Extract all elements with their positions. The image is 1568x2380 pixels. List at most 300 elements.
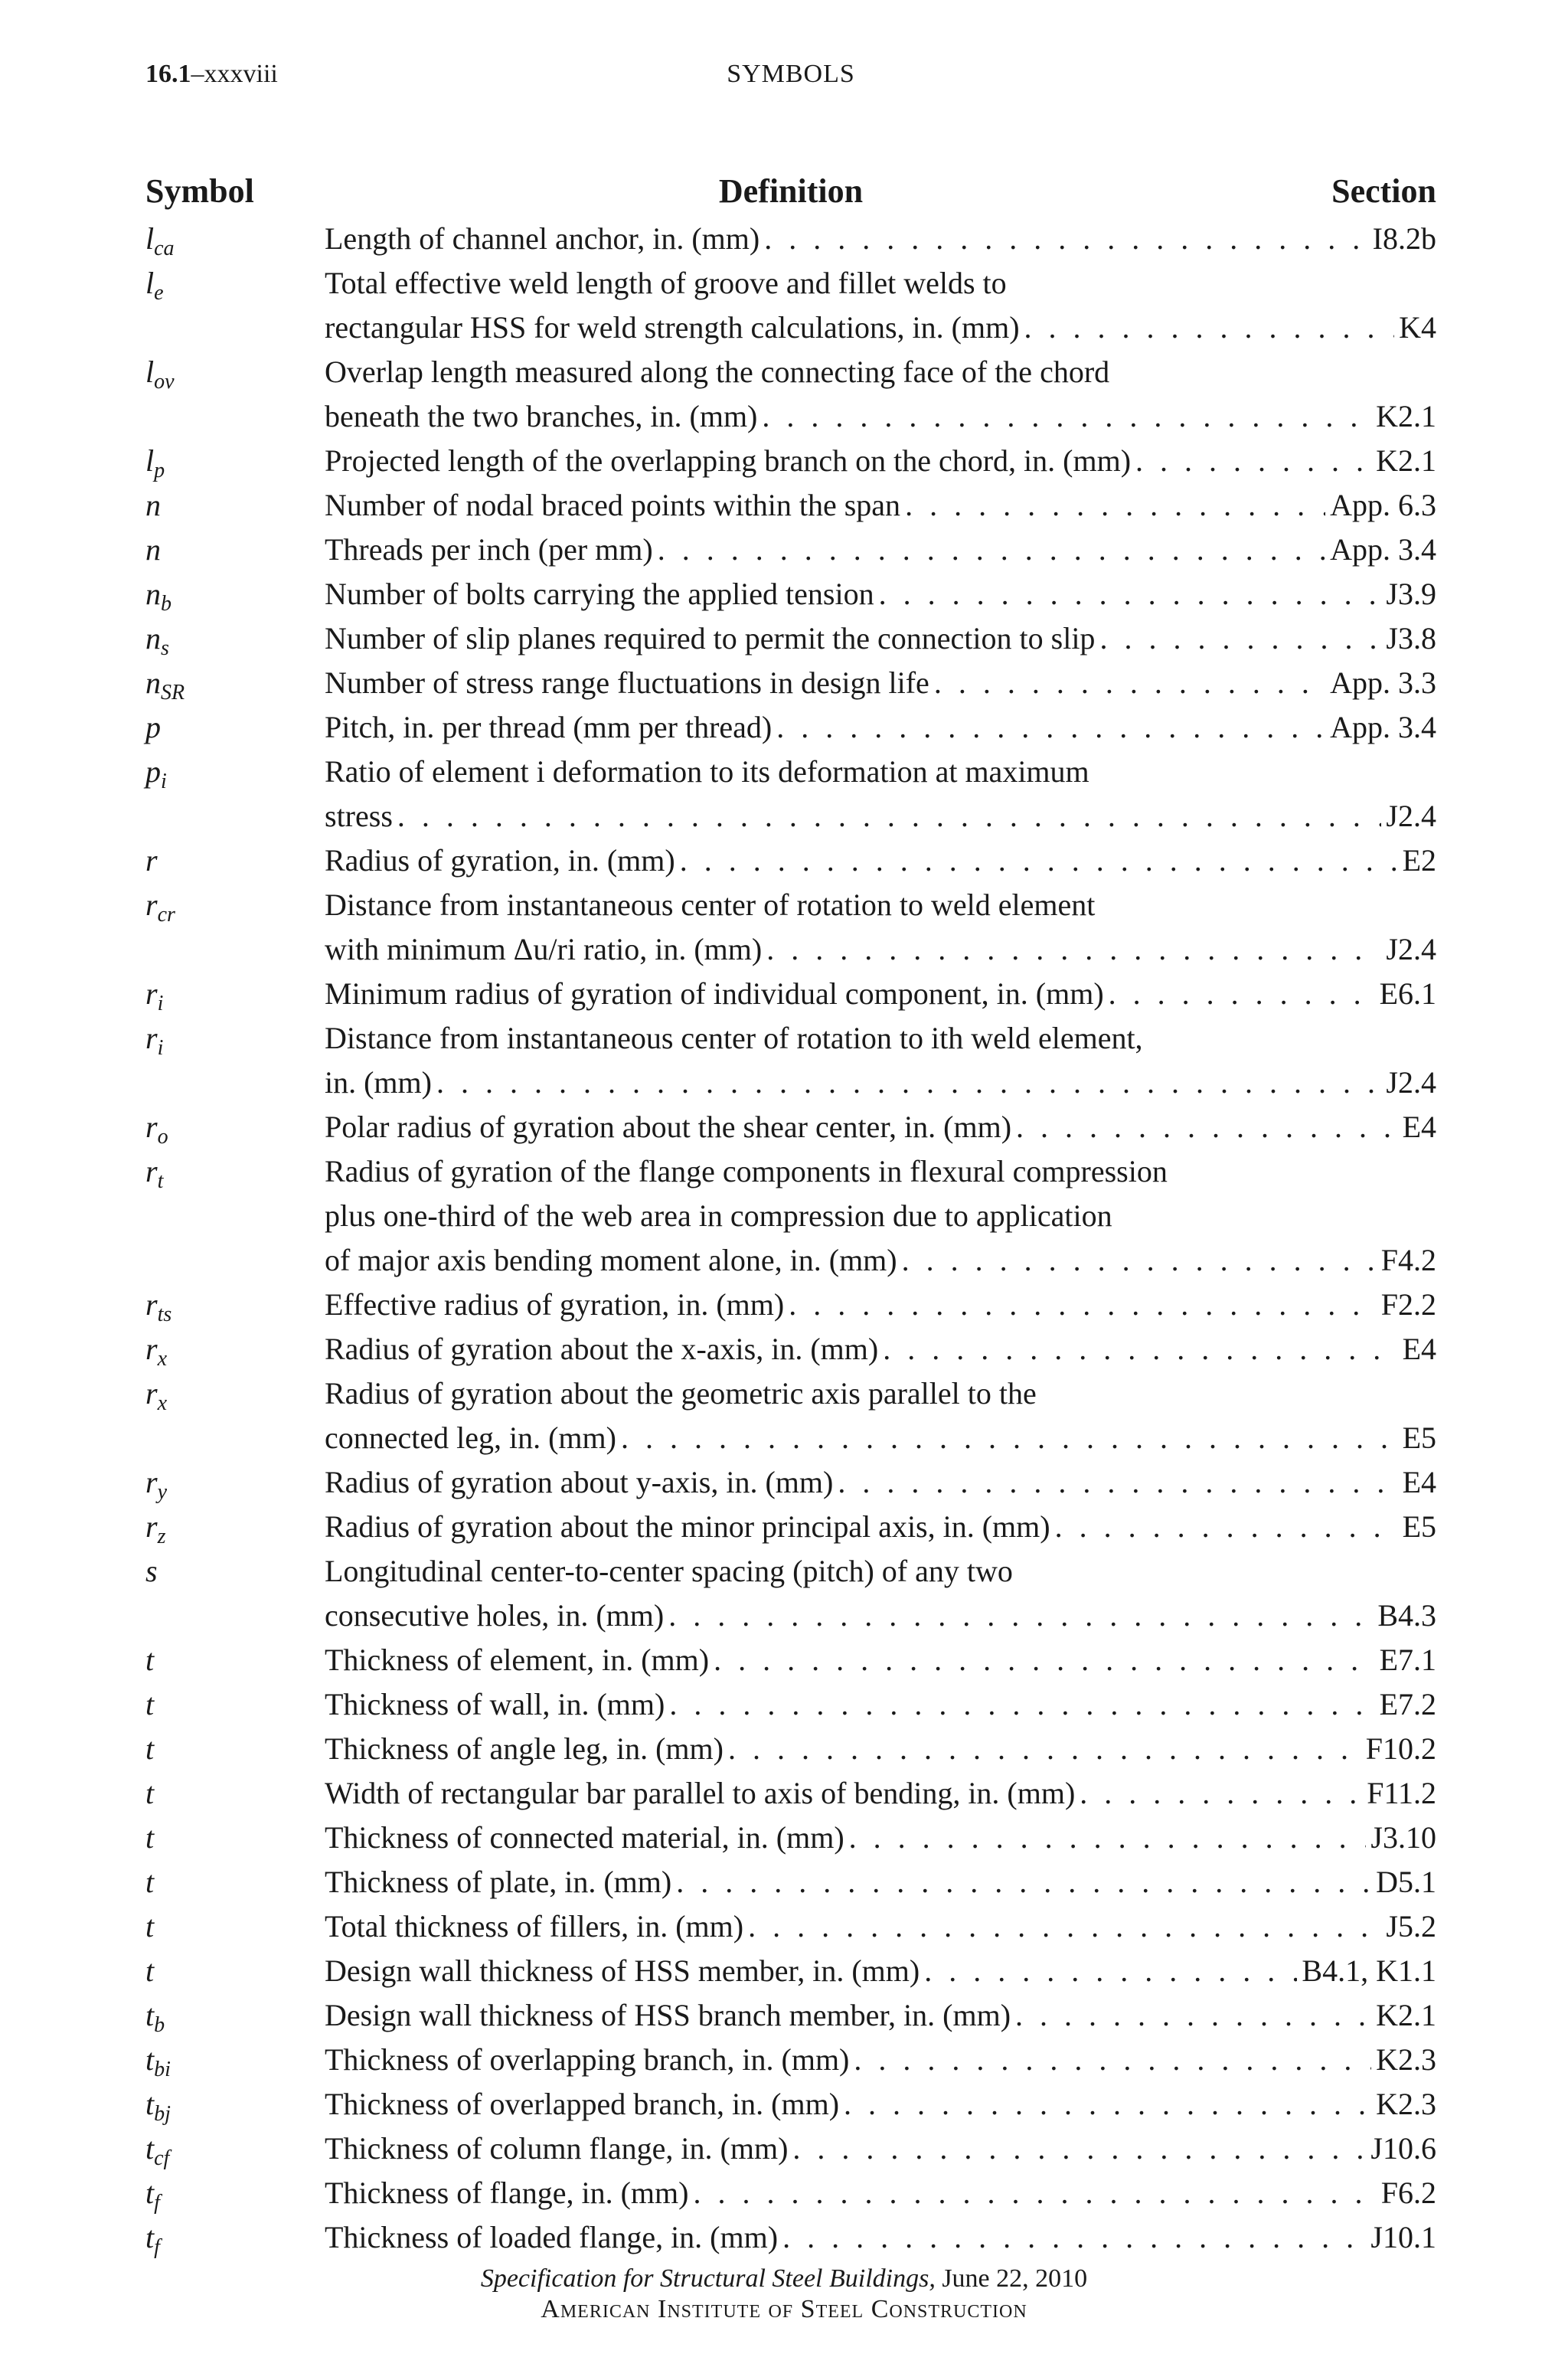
symbol: [145, 439, 165, 483]
definition-line: Number of slip planes required to permit the connection to slip: [325, 621, 1096, 655]
table-row: [145, 1860, 1436, 1904]
definition: [325, 261, 1436, 350]
table-row: [145, 750, 1436, 839]
symbol: [145, 261, 164, 306]
definition-last-line: [325, 394, 1436, 439]
dot-leader: [902, 1238, 1377, 1283]
definition-last-line: [325, 439, 1436, 483]
table-row: [145, 616, 1436, 661]
section-reference: F10.2: [1365, 1731, 1436, 1766]
definition-line: Thickness of overlapped branch, in. (mm): [325, 2087, 840, 2121]
section-reference: E4: [1402, 1465, 1436, 1499]
symbol: [145, 572, 172, 616]
definition-last-line: [325, 705, 1436, 750]
dot-leader: [676, 1860, 1371, 1904]
definition: [325, 2082, 1436, 2127]
definition-line: connected leg, in. (mm): [325, 1420, 616, 1455]
table-row: [145, 661, 1436, 705]
definition-line: Distance from instantaneous center of rotation to weld element: [325, 888, 1096, 922]
table-row: [145, 1105, 1436, 1149]
definition-last-line: [325, 1949, 1436, 1993]
definition-line: Radius of gyration, in. (mm): [325, 843, 675, 878]
symbol-base: p: [145, 710, 161, 744]
dot-leader: [762, 394, 1371, 439]
definition-line: Radius of gyration about the geometric axis parallel to the: [325, 1376, 1037, 1411]
symbol-base: t: [145, 1643, 155, 1677]
symbol-subscript: f: [154, 2191, 160, 2215]
definition-last-line: [325, 1416, 1436, 1460]
dot-leader: [883, 1327, 1397, 1371]
section-reference: J10.6: [1370, 2131, 1436, 2166]
symbol-subscript: b: [161, 592, 172, 616]
symbol-base: l: [145, 221, 155, 256]
symbol-base: t: [145, 1998, 155, 2032]
definition-line: consecutive holes, in. (mm): [325, 1598, 665, 1633]
definition-last-line: [325, 572, 1436, 616]
definition: [325, 1016, 1436, 1105]
definition-last-line: [325, 306, 1436, 350]
definition-last-line: [325, 1238, 1436, 1283]
section-reference: K2.1: [1376, 1998, 1436, 2032]
footer-publication: Specification for Structural Steel Buildings,: [480, 2264, 936, 2293]
table-row: [145, 572, 1436, 616]
symbol: [145, 1549, 158, 1594]
definition: [325, 1816, 1436, 1860]
definition: [325, 750, 1436, 839]
definition: [325, 2171, 1436, 2215]
section-column-header: Section: [1331, 172, 1436, 210]
symbol-base: n: [145, 665, 161, 700]
definition-line: Number of nodal braced points within the span: [325, 488, 901, 522]
section-reference: E2: [1402, 843, 1436, 878]
definition-last-line: [325, 1993, 1436, 2038]
definition: [325, 661, 1436, 705]
symbol-base: t: [145, 2087, 155, 2121]
symbol-base: t: [145, 1865, 155, 1899]
section-reference: J3.10: [1370, 1820, 1436, 1855]
definition-last-line: [325, 1638, 1436, 1682]
definition-line: Thickness of element, in. (mm): [325, 1643, 710, 1677]
definition: [325, 1505, 1436, 1549]
definition-line: Total thickness of fillers, in. (mm): [325, 1909, 744, 1944]
definition-line: Overlap length measured along the connecting face of the chord: [325, 355, 1110, 389]
definition-last-line: [325, 1904, 1436, 1949]
definition: [325, 439, 1436, 483]
definition-last-line: [325, 1105, 1436, 1149]
table-row: [145, 705, 1436, 750]
symbol: [145, 661, 185, 705]
table-row: [145, 1727, 1436, 1771]
symbol-column-header: Symbol: [145, 172, 254, 210]
definition-last-line: [325, 1860, 1436, 1904]
definition: [325, 350, 1436, 439]
symbol: [145, 1105, 168, 1149]
section-reference: E5: [1402, 1509, 1436, 1544]
section-reference: E5: [1402, 1420, 1436, 1455]
symbol-base: t: [145, 2220, 155, 2254]
page-header: [145, 60, 1436, 93]
section-reference: J2.4: [1386, 1065, 1436, 1100]
definition-last-line: [325, 1816, 1436, 1860]
table-row: [145, 217, 1436, 261]
symbol-base: l: [145, 443, 155, 478]
section-reference: K2.3: [1376, 2087, 1436, 2121]
definition-line: Thickness of wall, in. (mm): [325, 1687, 665, 1721]
page-footer: [0, 2264, 1568, 2325]
symbol-subscript: y: [157, 1480, 168, 1504]
definition-last-line: [325, 1327, 1436, 1371]
table-row: [145, 483, 1436, 528]
table-row: [145, 2038, 1436, 2082]
footer-citation: [0, 2264, 1568, 2294]
definition-last-line: [325, 1505, 1436, 1549]
symbol-base: t: [145, 1820, 155, 1855]
definition-line: Thickness of flange, in. (mm): [325, 2176, 689, 2210]
definition-line: Thickness of loaded flange, in. (mm): [325, 2220, 779, 2254]
section-reference: K4: [1399, 310, 1436, 345]
table-row: [145, 2215, 1436, 2260]
symbol-base: r: [145, 1287, 158, 1322]
symbol-base: p: [145, 754, 161, 789]
section-reference: E4: [1402, 1110, 1436, 1144]
definition-column-header: Definition: [718, 172, 864, 210]
symbol-subscript: i: [157, 1036, 164, 1060]
definition-line: Minimum radius of gyration of individual component, in. (mm): [325, 976, 1104, 1011]
page-number-suffix: –xxxviii: [191, 60, 278, 88]
dot-leader: [669, 1682, 1374, 1727]
definition-last-line: [325, 661, 1436, 705]
symbol: [145, 528, 161, 572]
definition-line: Radius of gyration about the minor principal axis, in. (mm): [325, 1509, 1050, 1544]
dot-leader: [792, 2127, 1366, 2171]
column-headers: [145, 172, 1436, 214]
definition: [325, 1727, 1436, 1771]
definition-line: Polar radius of gyration about the shear center, in. (mm): [325, 1110, 1012, 1144]
definition-line: Design wall thickness of HSS member, in. (mm): [325, 1953, 920, 1988]
definition: [325, 1327, 1436, 1371]
section-reference: F4.2: [1380, 1243, 1436, 1277]
symbol: [145, 616, 169, 661]
dot-leader: [714, 1638, 1374, 1682]
section-reference: K2.1: [1376, 443, 1436, 478]
table-row: [145, 1904, 1436, 1949]
definition: [325, 616, 1436, 661]
dot-leader: [838, 1460, 1397, 1505]
dot-leader: [1055, 1505, 1398, 1549]
symbol-base: t: [145, 2042, 155, 2077]
section-reference: App. 3.4: [1330, 710, 1436, 744]
definition-line: of major axis bending moment alone, in. (mm): [325, 1243, 897, 1277]
symbol: [145, 1460, 167, 1505]
dot-leader: [1016, 1105, 1398, 1149]
definition-last-line: [325, 1594, 1436, 1638]
symbol-base: t: [145, 1776, 155, 1810]
section-reference: F6.2: [1380, 2176, 1436, 2210]
symbol-base: l: [145, 355, 155, 389]
definition-last-line: [325, 616, 1436, 661]
table-row: [145, 1993, 1436, 2038]
dot-leader: [844, 2082, 1371, 2127]
symbol-subscript: z: [157, 1525, 166, 1548]
table-row: [145, 883, 1436, 972]
definition-line: Length of channel anchor, in. (mm): [325, 221, 760, 256]
symbol: [145, 2038, 171, 2082]
symbol-base: n: [145, 621, 161, 655]
table-row: [145, 1149, 1436, 1283]
table-row: [145, 261, 1436, 350]
dot-leader: [748, 1904, 1381, 1949]
definition: [325, 1638, 1436, 1682]
symbol: [145, 1327, 167, 1371]
section-reference: App. 6.3: [1330, 488, 1436, 522]
dot-leader: [1109, 972, 1375, 1016]
symbol: [145, 2082, 171, 2127]
definition-line: Radius of gyration about y-axis, in. (mm): [325, 1465, 834, 1499]
definition-last-line: [325, 2038, 1436, 2082]
symbol-base: t: [145, 2131, 155, 2166]
symbol-base: t: [145, 2176, 155, 2210]
dot-leader: [924, 1949, 1297, 1993]
definition-line: Effective radius of gyration, in. (mm): [325, 1287, 785, 1322]
symbol-base: r: [145, 1465, 158, 1499]
definition-last-line: [325, 1727, 1436, 1771]
definition: [325, 1549, 1436, 1638]
symbol: [145, 2215, 160, 2260]
symbol: [145, 1993, 165, 2038]
definition-last-line: [325, 2215, 1436, 2260]
symbol: [145, 972, 163, 1016]
dot-leader: [776, 705, 1325, 750]
symbol: [145, 1283, 172, 1327]
table-row: [145, 2127, 1436, 2171]
running-title: SYMBOLS: [727, 60, 855, 88]
definition: [325, 1949, 1436, 1993]
section-reference: J3.8: [1386, 621, 1436, 655]
symbol-list: [145, 217, 1436, 2260]
symbol: [145, 2171, 160, 2215]
definition-last-line: [325, 972, 1436, 1016]
definition-line: Radius of gyration of the flange components in flexural compression: [325, 1154, 1168, 1188]
definition: [325, 1771, 1436, 1816]
symbol: [145, 2127, 169, 2171]
section-reference: I8.2b: [1372, 221, 1436, 256]
symbol-subscript: f: [154, 2235, 160, 2259]
definition-last-line: [325, 2082, 1436, 2127]
dot-leader: [693, 2171, 1376, 2215]
definition: [325, 572, 1436, 616]
definition-line: plus one-third of the web area in compression due to application: [325, 1198, 1112, 1233]
symbol: [145, 1816, 154, 1860]
symbol: [145, 483, 161, 528]
symbol: [145, 1860, 154, 1904]
symbol-base: r: [145, 888, 158, 922]
dot-leader: [680, 839, 1398, 883]
section-reference: J10.1: [1370, 2220, 1436, 2254]
definition-last-line: [325, 1061, 1436, 1105]
symbol: [145, 1638, 154, 1682]
table-row: [145, 1016, 1436, 1105]
definition: [325, 2127, 1436, 2171]
table-row: [145, 528, 1436, 572]
definition-line: Thickness of column flange, in. (mm): [325, 2131, 789, 2166]
dot-leader: [766, 927, 1381, 972]
symbol-base: r: [145, 1332, 158, 1366]
page-number: 16.1–xxxviii: [145, 60, 278, 88]
dot-leader: [934, 661, 1325, 705]
section-reference: K2.1: [1376, 399, 1436, 433]
definition: [325, 2215, 1436, 2260]
symbol-base: r: [145, 843, 158, 878]
definition-line: Radius of gyration about the x-axis, in. (mm): [325, 1332, 879, 1366]
definition: [325, 883, 1436, 972]
section-reference: E7.2: [1379, 1687, 1436, 1721]
symbol-subscript: x: [157, 1347, 168, 1371]
section-reference: B4.1, K1.1: [1302, 1953, 1436, 1988]
table-row: [145, 1771, 1436, 1816]
definition-last-line: [325, 217, 1436, 261]
symbol-subscript: s: [161, 636, 169, 660]
definition-line: beneath the two branches, in. (mm): [325, 399, 758, 433]
symbol-subscript: i: [161, 770, 167, 793]
table-row: [145, 1949, 1436, 1993]
definition: [325, 1904, 1436, 1949]
definition-line: Thickness of overlapping branch, in. (mm): [325, 2042, 850, 2077]
symbol-base: t: [145, 1687, 155, 1721]
symbol: [145, 1016, 163, 1061]
definition-line: rectangular HSS for weld strength calculations, in. (mm): [325, 310, 1020, 345]
dot-leader: [789, 1283, 1377, 1327]
definition: [325, 972, 1436, 1016]
symbol-subscript: ov: [154, 370, 175, 394]
definition-line: Number of stress range fluctuations in design life: [325, 665, 929, 700]
definition-line: Thickness of angle leg, in. (mm): [325, 1731, 724, 1766]
definition: [325, 1283, 1436, 1327]
footer-date: June 22, 2010: [942, 2264, 1088, 2293]
table-row: [145, 350, 1436, 439]
symbol-base: s: [145, 1554, 158, 1588]
symbol-subscript: o: [157, 1125, 168, 1149]
section-reference: B4.3: [1377, 1598, 1436, 1633]
definition-line: Thickness of connected material, in. (mm): [325, 1820, 844, 1855]
dot-leader: [1135, 439, 1371, 483]
definition: [325, 528, 1436, 572]
symbol-base: r: [145, 976, 158, 1011]
table-row: [145, 2082, 1436, 2127]
table-row: [145, 439, 1436, 483]
definition-line: Ratio of element i deformation to its deformation at maximum: [325, 754, 1089, 789]
definition-last-line: [325, 2171, 1436, 2215]
symbol: [145, 217, 175, 261]
definition-last-line: [325, 483, 1436, 528]
definition: [325, 1682, 1436, 1727]
table-row: [145, 1327, 1436, 1371]
definition: [325, 1149, 1436, 1283]
definition-line: Number of bolts carrying the applied tension: [325, 577, 874, 611]
symbol: [145, 1505, 165, 1549]
symbol: [145, 1149, 163, 1194]
symbol-base: r: [145, 1154, 158, 1188]
definition-line: Thickness of plate, in. (mm): [325, 1865, 672, 1899]
definition-line: Total effective weld length of groove and fillet welds to: [325, 266, 1007, 300]
dot-leader: [621, 1416, 1398, 1460]
definition-line: stress: [325, 799, 393, 833]
table-row: [145, 1283, 1436, 1327]
symbol-base: r: [145, 1376, 158, 1411]
symbol-subscript: p: [154, 459, 165, 482]
symbol-base: n: [145, 488, 161, 522]
symbol-subscript: e: [154, 281, 164, 305]
dot-leader: [849, 1816, 1367, 1860]
dot-leader: [1024, 306, 1395, 350]
dot-leader: [397, 794, 1382, 839]
definition-last-line: [325, 1771, 1436, 1816]
table-row: [145, 839, 1436, 883]
definition-line: with minimum Δu/ri ratio, in. (mm): [325, 932, 763, 966]
symbol: [145, 350, 175, 394]
dot-leader: [1015, 1993, 1371, 2038]
symbol-subscript: x: [157, 1391, 168, 1415]
section-reference: E6.1: [1379, 976, 1436, 1011]
symbol-subscript: b: [154, 2013, 165, 2037]
section-reference: J3.9: [1386, 577, 1436, 611]
dot-leader: [1080, 1771, 1362, 1816]
definition: [325, 1105, 1436, 1149]
definition-line: Width of rectangular bar parallel to axis of bending, in. (mm): [325, 1776, 1076, 1810]
definition: [325, 483, 1436, 528]
symbol-base: l: [145, 266, 155, 300]
section-reference: App. 3.3: [1330, 665, 1436, 700]
symbol-base: t: [145, 1909, 155, 1944]
definition-line: Distance from instantaneous center of rotation to ith weld element,: [325, 1021, 1143, 1055]
symbol-base: r: [145, 1509, 158, 1544]
footer-publisher: American Institute of Steel Construction: [541, 2295, 1027, 2323]
definition-line: Threads per inch (per mm): [325, 532, 653, 567]
definition-last-line: [325, 1460, 1436, 1505]
definition: [325, 1860, 1436, 1904]
symbol: [145, 1771, 154, 1816]
symbol-subscript: bi: [154, 2058, 171, 2081]
table-row: [145, 2171, 1436, 2215]
symbol: [145, 839, 158, 883]
definition-last-line: [325, 839, 1436, 883]
table-row: [145, 1638, 1436, 1682]
definition: [325, 2038, 1436, 2082]
symbol: [145, 1904, 154, 1949]
dot-leader: [905, 483, 1325, 528]
definition-last-line: [325, 794, 1436, 839]
symbol: [145, 1682, 154, 1727]
table-row: [145, 1460, 1436, 1505]
definition: [325, 1993, 1436, 2038]
dot-leader: [854, 2038, 1371, 2082]
symbol: [145, 705, 161, 750]
symbol-base: n: [145, 532, 161, 567]
section-reference: J2.4: [1386, 932, 1436, 966]
definition-line: Projected length of the overlapping branch on the chord, in. (mm): [325, 443, 1132, 478]
definition-last-line: [325, 1682, 1436, 1727]
table-row: [145, 1549, 1436, 1638]
table-row: [145, 1682, 1436, 1727]
dot-leader: [658, 528, 1325, 572]
symbol: [145, 883, 175, 927]
definition: [325, 705, 1436, 750]
table-row: [145, 1371, 1436, 1460]
definition: [325, 839, 1436, 883]
definition-line: Longitudinal center-to-center spacing (pitch) of any two: [325, 1554, 1013, 1588]
section-reference: F2.2: [1380, 1287, 1436, 1322]
section-reference: D5.1: [1376, 1865, 1436, 1899]
symbol-subscript: ca: [154, 237, 175, 260]
